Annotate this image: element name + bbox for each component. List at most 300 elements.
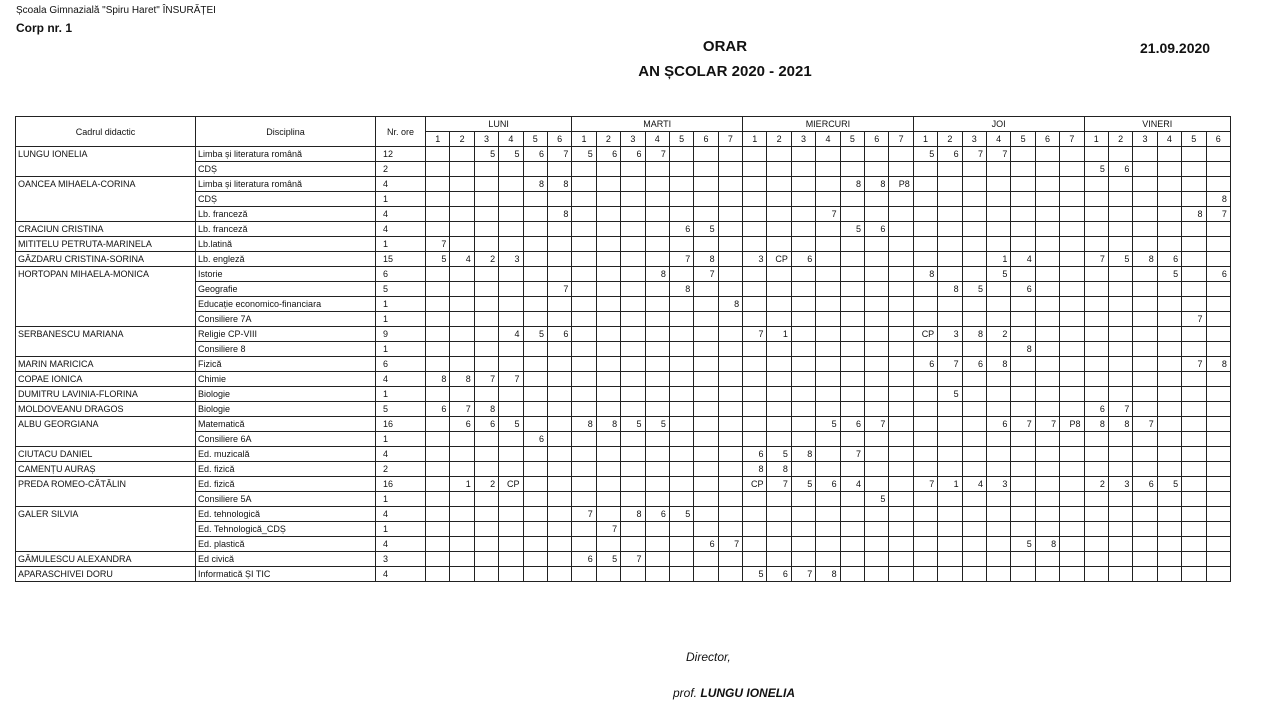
table-row xyxy=(16,552,1231,567)
schedule-cell xyxy=(1157,402,1181,417)
schedule-cell xyxy=(1060,342,1084,357)
schedule-cell xyxy=(1011,192,1035,207)
schedule-cell xyxy=(621,432,645,447)
schedule-cell xyxy=(913,222,937,237)
schedule-cell xyxy=(499,162,523,177)
schedule-cell: CP xyxy=(499,477,523,492)
schedule-cell xyxy=(669,207,693,222)
schedule-cell xyxy=(426,462,450,477)
schedule-cell xyxy=(865,282,889,297)
schedule-cell xyxy=(865,342,889,357)
subject-name: Matematică xyxy=(196,417,376,432)
schedule-cell xyxy=(450,522,474,537)
schedule-cell xyxy=(426,327,450,342)
schedule-cell xyxy=(1133,312,1157,327)
schedule-cell xyxy=(938,207,962,222)
schedule-cell: 3 xyxy=(938,327,962,342)
schedule-cell xyxy=(865,237,889,252)
schedule-cell xyxy=(450,297,474,312)
schedule-cell xyxy=(450,507,474,522)
schedule-cell xyxy=(1133,522,1157,537)
subject-name: Consiliere 7A xyxy=(196,312,376,327)
schedule-cell xyxy=(962,342,986,357)
schedule-cell: P8 xyxy=(1060,417,1084,432)
schedule-cell xyxy=(499,507,523,522)
hours-count: 6 xyxy=(376,267,426,282)
schedule-cell xyxy=(1157,282,1181,297)
schedule-cell xyxy=(743,522,767,537)
schedule-cell xyxy=(1157,222,1181,237)
schedule-cell xyxy=(645,477,669,492)
schedule-cell xyxy=(913,282,937,297)
schedule-cell: 6 xyxy=(450,417,474,432)
schedule-cell xyxy=(1206,402,1230,417)
schedule-cell: 5 xyxy=(474,147,498,162)
schedule-cell xyxy=(1108,282,1132,297)
schedule-cell xyxy=(621,222,645,237)
schedule-cell xyxy=(621,252,645,267)
schedule-cell xyxy=(669,477,693,492)
schedule-cell xyxy=(767,237,791,252)
schedule-cell xyxy=(1011,402,1035,417)
schedule-cell: 5 xyxy=(938,387,962,402)
day-header: LUNI xyxy=(426,117,572,132)
schedule-cell xyxy=(523,492,547,507)
schedule-cell xyxy=(889,297,913,312)
schedule-cell xyxy=(791,147,815,162)
schedule-cell xyxy=(1157,552,1181,567)
schedule-cell xyxy=(1133,372,1157,387)
schedule-cell xyxy=(669,522,693,537)
schedule-cell xyxy=(596,162,620,177)
schedule-cell: 8 xyxy=(767,462,791,477)
slot-number: 7 xyxy=(889,132,913,147)
schedule-cell xyxy=(791,552,815,567)
subject-name: Consiliere 8 xyxy=(196,342,376,357)
schedule-cell xyxy=(962,267,986,282)
building-label: Corp nr. 1 xyxy=(16,21,73,35)
schedule-cell xyxy=(450,282,474,297)
schedule-cell xyxy=(547,402,571,417)
schedule-cell xyxy=(962,537,986,552)
schedule-cell xyxy=(791,522,815,537)
schedule-cell xyxy=(791,282,815,297)
schedule-cell xyxy=(743,402,767,417)
schedule-cell xyxy=(645,462,669,477)
schedule-cell xyxy=(572,342,596,357)
schedule-cell: 8 xyxy=(474,402,498,417)
schedule-cell xyxy=(1157,372,1181,387)
schedule-cell xyxy=(1084,567,1108,582)
day-header: VINERI xyxy=(1084,117,1230,132)
schedule-cell xyxy=(743,147,767,162)
schedule-cell xyxy=(840,162,864,177)
schedule-cell xyxy=(718,237,742,252)
table-row xyxy=(16,537,1231,552)
hours-count: 1 xyxy=(376,387,426,402)
schedule-cell xyxy=(572,237,596,252)
schedule-cell: 5 xyxy=(645,417,669,432)
schedule-cell xyxy=(694,372,718,387)
table-row xyxy=(16,282,1231,297)
schedule-cell xyxy=(523,537,547,552)
schedule-cell xyxy=(986,402,1010,417)
schedule-cell xyxy=(718,552,742,567)
schedule-cell xyxy=(767,297,791,312)
schedule-cell xyxy=(1035,507,1059,522)
schedule-cell xyxy=(1206,237,1230,252)
schedule-cell xyxy=(523,417,547,432)
schedule-cell xyxy=(889,252,913,267)
schedule-cell xyxy=(962,462,986,477)
subject-name: Ed. Tehnologică_CDȘ xyxy=(196,522,376,537)
schedule-cell xyxy=(962,447,986,462)
schedule-cell: 5 xyxy=(1157,267,1181,282)
schedule-cell xyxy=(1182,567,1206,582)
schedule-cell xyxy=(645,372,669,387)
schedule-cell xyxy=(865,252,889,267)
schedule-cell xyxy=(1084,327,1108,342)
schedule-cell xyxy=(645,312,669,327)
schedule-cell xyxy=(596,462,620,477)
schedule-cell xyxy=(1084,342,1108,357)
schedule-cell xyxy=(1157,447,1181,462)
schedule-cell xyxy=(718,252,742,267)
hours-count: 4 xyxy=(376,222,426,237)
schedule-cell xyxy=(1206,552,1230,567)
schedule-cell xyxy=(816,282,840,297)
schedule-cell xyxy=(1157,297,1181,312)
schedule-cell xyxy=(547,192,571,207)
schedule-cell xyxy=(523,372,547,387)
schedule-cell xyxy=(938,312,962,327)
hours-column-header: Nr. ore xyxy=(376,117,426,147)
schedule-cell xyxy=(523,522,547,537)
schedule-cell xyxy=(743,507,767,522)
schedule-cell xyxy=(474,492,498,507)
schedule-cell xyxy=(1182,147,1206,162)
schedule-cell xyxy=(499,237,523,252)
schedule-cell xyxy=(572,327,596,342)
schedule-cell xyxy=(572,177,596,192)
slot-number: 3 xyxy=(621,132,645,147)
schedule-cell xyxy=(547,507,571,522)
schedule-cell xyxy=(718,462,742,477)
schedule-cell xyxy=(986,297,1010,312)
schedule-cell xyxy=(840,267,864,282)
slot-number: 1 xyxy=(572,132,596,147)
schedule-cell xyxy=(1060,357,1084,372)
schedule-cell xyxy=(1060,327,1084,342)
schedule-cell xyxy=(1035,567,1059,582)
schedule-cell xyxy=(1084,222,1108,237)
schedule-cell xyxy=(1035,252,1059,267)
schedule-cell: 2 xyxy=(1084,477,1108,492)
schedule-cell xyxy=(938,567,962,582)
teacher-name: GÂZDARU CRISTINA-SORINA xyxy=(16,252,196,267)
schedule-cell xyxy=(1108,552,1132,567)
schedule-cell: 5 xyxy=(523,327,547,342)
schedule-cell xyxy=(1133,432,1157,447)
schedule-cell xyxy=(426,417,450,432)
schedule-cell xyxy=(1060,147,1084,162)
schedule-cell xyxy=(1157,237,1181,252)
schedule-cell xyxy=(621,162,645,177)
schedule-cell xyxy=(1206,282,1230,297)
teacher-column-header: Cadrul didactic xyxy=(16,117,196,147)
schedule-cell xyxy=(499,297,523,312)
schedule-cell xyxy=(596,267,620,282)
schedule-cell xyxy=(669,417,693,432)
schedule-cell xyxy=(816,192,840,207)
schedule-cell xyxy=(1035,447,1059,462)
schedule-cell xyxy=(572,462,596,477)
schedule-cell xyxy=(1133,507,1157,522)
schedule-cell xyxy=(718,492,742,507)
schedule-cell xyxy=(1206,372,1230,387)
schedule-cell xyxy=(1182,552,1206,567)
schedule-cell xyxy=(499,552,523,567)
schedule-cell xyxy=(1182,462,1206,477)
hours-count: 3 xyxy=(376,552,426,567)
schedule-cell xyxy=(913,522,937,537)
schedule-cell xyxy=(1157,192,1181,207)
schedule-cell xyxy=(1035,282,1059,297)
schedule-cell xyxy=(791,312,815,327)
schedule-cell: 7 xyxy=(474,372,498,387)
table-row xyxy=(16,342,1231,357)
schedule-cell xyxy=(1206,162,1230,177)
teacher-name: OANCEA MIHAELA-CORINA xyxy=(16,177,196,222)
schedule-cell xyxy=(962,162,986,177)
schedule-cell xyxy=(694,447,718,462)
schedule-cell xyxy=(986,447,1010,462)
schedule-cell xyxy=(938,267,962,282)
schedule-cell xyxy=(1108,387,1132,402)
schedule-cell xyxy=(645,282,669,297)
schedule-cell xyxy=(1084,147,1108,162)
schedule-cell: 6 xyxy=(621,147,645,162)
schedule-cell xyxy=(1035,147,1059,162)
schedule-cell xyxy=(938,522,962,537)
schedule-cell xyxy=(1011,387,1035,402)
schedule-cell: 6 xyxy=(523,432,547,447)
schedule-cell xyxy=(450,162,474,177)
schedule-cell xyxy=(669,567,693,582)
schedule-cell xyxy=(962,387,986,402)
schedule-cell xyxy=(1133,282,1157,297)
schedule-cell xyxy=(523,447,547,462)
schedule-cell: 6 xyxy=(840,417,864,432)
schedule-cell xyxy=(1011,147,1035,162)
hours-count: 5 xyxy=(376,282,426,297)
slot-number: 1 xyxy=(743,132,767,147)
schedule-cell xyxy=(426,162,450,177)
schedule-cell xyxy=(596,477,620,492)
schedule-cell xyxy=(743,162,767,177)
slot-number: 1 xyxy=(426,132,450,147)
schedule-cell xyxy=(694,192,718,207)
schedule-cell xyxy=(889,372,913,387)
slot-number: 6 xyxy=(694,132,718,147)
teacher-name: CIUTACU DANIEL xyxy=(16,447,196,462)
schedule-cell xyxy=(547,552,571,567)
schedule-cell xyxy=(1035,162,1059,177)
schedule-cell xyxy=(1084,357,1108,372)
schedule-cell xyxy=(669,192,693,207)
schedule-cell xyxy=(1035,552,1059,567)
schedule-cell xyxy=(816,342,840,357)
schedule-cell xyxy=(572,192,596,207)
schedule-cell xyxy=(816,177,840,192)
schedule-cell xyxy=(1206,297,1230,312)
schedule-cell xyxy=(743,417,767,432)
schedule-cell xyxy=(1108,147,1132,162)
slot-number: 4 xyxy=(645,132,669,147)
subject-name: Ed. fizică xyxy=(196,462,376,477)
schedule-cell xyxy=(1206,537,1230,552)
schedule-cell xyxy=(621,537,645,552)
schedule-cell xyxy=(840,342,864,357)
schedule-cell xyxy=(669,312,693,327)
schedule-cell xyxy=(547,267,571,282)
schedule-cell: 6 xyxy=(865,222,889,237)
schedule-cell xyxy=(889,507,913,522)
schedule-cell xyxy=(840,252,864,267)
schedule-cell xyxy=(1133,447,1157,462)
schedule-cell xyxy=(1060,402,1084,417)
schedule-cell xyxy=(426,267,450,282)
schedule-cell xyxy=(718,372,742,387)
schedule-cell: 3 xyxy=(743,252,767,267)
schedule-cell xyxy=(596,237,620,252)
schedule-cell xyxy=(1133,177,1157,192)
page-title: ORAR xyxy=(702,38,748,55)
schedule-cell xyxy=(1182,477,1206,492)
schedule-cell xyxy=(621,387,645,402)
schedule-cell: 2 xyxy=(474,252,498,267)
schedule-cell xyxy=(938,507,962,522)
schedule-cell xyxy=(840,567,864,582)
schedule-cell xyxy=(669,342,693,357)
hours-count: 15 xyxy=(376,252,426,267)
schedule-cell xyxy=(596,312,620,327)
schedule-cell xyxy=(962,252,986,267)
schedule-cell xyxy=(547,357,571,372)
schedule-cell xyxy=(889,207,913,222)
schedule-cell xyxy=(694,147,718,162)
schedule-cell xyxy=(816,507,840,522)
schedule-cell xyxy=(1060,222,1084,237)
schedule-cell xyxy=(1060,207,1084,222)
schedule-cell xyxy=(474,297,498,312)
schedule-cell xyxy=(694,462,718,477)
schedule-cell xyxy=(1157,162,1181,177)
schedule-cell: 4 xyxy=(499,327,523,342)
schedule-cell: 7 xyxy=(718,537,742,552)
timetable xyxy=(15,116,1231,582)
table-row xyxy=(16,192,1231,207)
schedule-cell xyxy=(596,252,620,267)
schedule-cell xyxy=(621,342,645,357)
schedule-cell xyxy=(572,357,596,372)
schedule-cell xyxy=(938,462,962,477)
schedule-cell xyxy=(694,312,718,327)
hours-count: 1 xyxy=(376,432,426,447)
slot-number: 2 xyxy=(1108,132,1132,147)
schedule-cell xyxy=(669,402,693,417)
schedule-cell xyxy=(645,177,669,192)
schedule-cell xyxy=(694,417,718,432)
schedule-cell xyxy=(865,537,889,552)
schedule-cell xyxy=(816,147,840,162)
schedule-cell xyxy=(645,252,669,267)
schedule-cell xyxy=(426,222,450,237)
schedule-cell xyxy=(596,387,620,402)
schedule-cell xyxy=(791,237,815,252)
schedule-cell xyxy=(1206,522,1230,537)
schedule-cell xyxy=(889,222,913,237)
schedule-cell xyxy=(767,342,791,357)
schedule-cell xyxy=(694,357,718,372)
schedule-cell xyxy=(669,297,693,312)
schedule-cell xyxy=(596,432,620,447)
schedule-cell xyxy=(694,507,718,522)
schedule-cell: 8 xyxy=(1182,207,1206,222)
schedule-cell: 6 xyxy=(547,327,571,342)
schedule-cell xyxy=(913,192,937,207)
slot-number: 2 xyxy=(450,132,474,147)
schedule-cell xyxy=(1084,237,1108,252)
schedule-cell xyxy=(645,327,669,342)
schedule-cell xyxy=(840,507,864,522)
schedule-cell xyxy=(1108,522,1132,537)
schedule-cell xyxy=(1182,297,1206,312)
schedule-cell xyxy=(962,522,986,537)
schedule-cell xyxy=(1035,207,1059,222)
schedule-cell xyxy=(816,237,840,252)
slot-number: 4 xyxy=(816,132,840,147)
schedule-cell xyxy=(1011,507,1035,522)
schedule-cell xyxy=(1108,297,1132,312)
schedule-cell xyxy=(694,387,718,402)
schedule-cell xyxy=(669,177,693,192)
schedule-cell xyxy=(426,567,450,582)
schedule-cell xyxy=(718,417,742,432)
schedule-cell xyxy=(1108,192,1132,207)
schedule-cell xyxy=(791,207,815,222)
schedule-cell xyxy=(1011,567,1035,582)
schedule-cell xyxy=(840,552,864,567)
schedule-cell xyxy=(962,207,986,222)
schedule-cell xyxy=(694,477,718,492)
schedule-cell xyxy=(816,492,840,507)
schedule-cell xyxy=(1108,462,1132,477)
schedule-cell xyxy=(1182,192,1206,207)
schedule-cell xyxy=(840,147,864,162)
schedule-cell xyxy=(596,342,620,357)
schedule-cell xyxy=(596,282,620,297)
schedule-cell xyxy=(938,177,962,192)
schedule-cell xyxy=(474,267,498,282)
schedule-cell xyxy=(840,237,864,252)
schedule-cell xyxy=(718,447,742,462)
schedule-cell xyxy=(426,312,450,327)
hours-count: 2 xyxy=(376,462,426,477)
schedule-cell xyxy=(547,432,571,447)
schedule-cell xyxy=(1182,492,1206,507)
schedule-cell xyxy=(962,507,986,522)
